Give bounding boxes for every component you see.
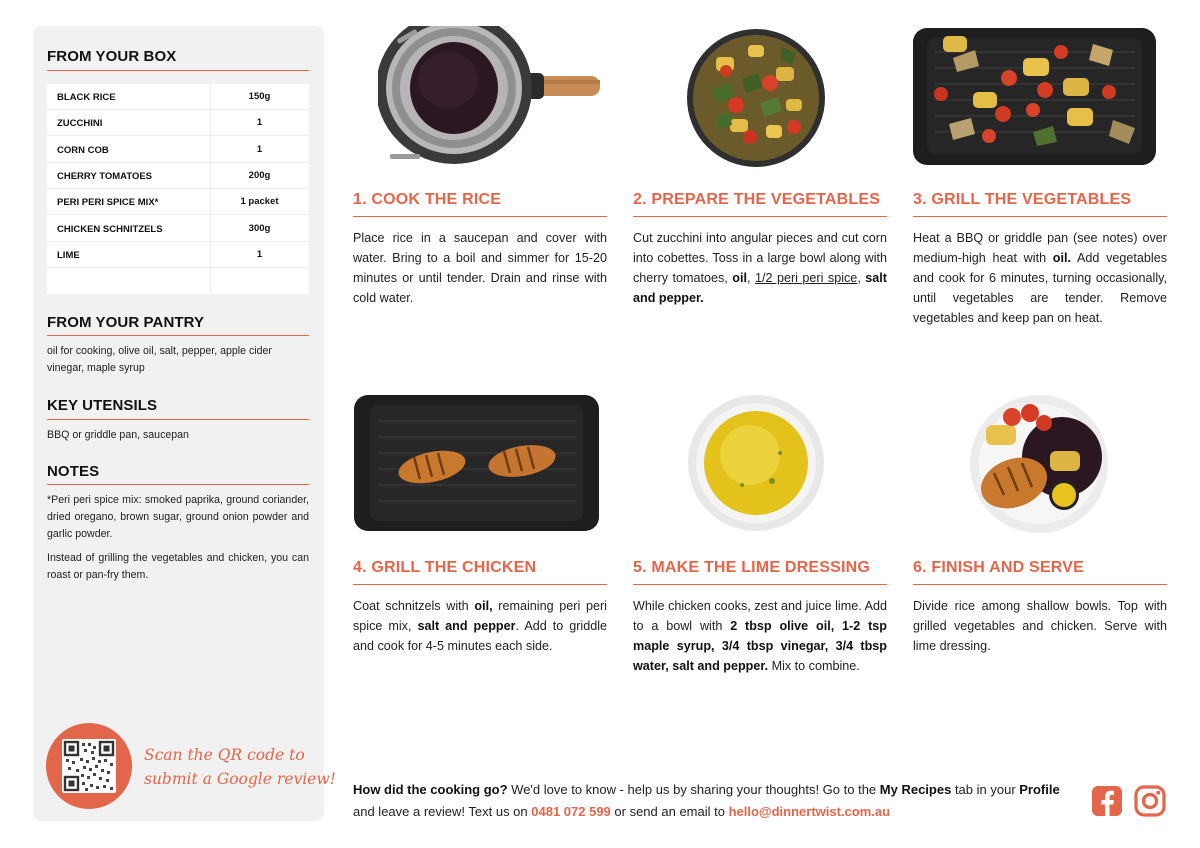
text-run: Profile	[1019, 782, 1060, 797]
text-run: and leave a review! Text us on	[353, 803, 532, 819]
heading-rule	[47, 419, 309, 420]
step-text-prepare-the-vegetables	[633, 228, 887, 308]
ingredient-row	[47, 84, 309, 110]
key-utensils-heading: KEY UTENSILS	[47, 397, 158, 414]
step-title-finish-and-serve: 6. FINISH AND SERVE	[913, 559, 1084, 576]
pantry-text: oil for cooking, olive oil, salt, pepper, apple cider vinegar, maple syrup	[47, 345, 272, 374]
notes-text-1: *Peri peri spice mix: smoked paprika, ground coriander, dried oregano, brown sugar, ground onion powder and garlic powder.	[47, 494, 309, 540]
text-run: or send an email to	[610, 803, 729, 819]
text-run: oil	[732, 271, 747, 285]
ingredient-qty: 1	[256, 248, 263, 260]
lime-dressing-image	[684, 393, 828, 533]
review-footer	[353, 779, 1078, 822]
text-run: ,	[746, 271, 755, 285]
heading-rule	[47, 70, 309, 71]
step-text-cook-the-rice	[353, 228, 607, 308]
text-run: salt and pepper	[417, 619, 516, 633]
sidebar	[33, 26, 336, 821]
text-run: oil,	[474, 599, 493, 613]
text-run: While chicken cooks, zest and juice lime. Add to a bowl with	[633, 599, 887, 633]
text-run: Coat schnitzels with	[353, 599, 475, 613]
ingredient-qty: 200g	[248, 169, 271, 181]
qr-caption-line: Scan the QR code to	[144, 746, 305, 764]
text-run: How did the cooking go?	[353, 782, 508, 797]
from-your-box-heading: FROM YOUR BOX	[47, 48, 177, 65]
heading-rule	[47, 484, 309, 485]
text-run: . Add to griddle and cook for 4-5 minutes each side.	[353, 619, 608, 653]
ingredient-name: CHICKEN SCHNITZELS	[57, 223, 163, 235]
text-run: Add vegetables and cook for 6 minutes, turning occasionally, until vegetables are tender. Remove vegetables and keep pan on heat.	[913, 251, 1167, 325]
text-run: oil.	[1052, 251, 1071, 265]
ingredient-name: BLACK RICE	[57, 92, 116, 103]
step-title-grill-the-chicken: 4. GRILL THE CHICKEN	[353, 559, 537, 576]
step-rule	[633, 216, 887, 217]
ingredient-name: PERI PERI SPICE MIX*	[57, 197, 159, 209]
qr-caption-line: submit a Google review!	[144, 770, 336, 788]
step-text-grill-the-vegetables	[913, 228, 1167, 328]
contact-link[interactable]: hello@dinnertwist.com.au	[728, 803, 891, 819]
step-rule	[353, 584, 607, 585]
ingredient-name: CHERRY TOMATOES	[57, 170, 153, 182]
ingredients-table	[47, 84, 309, 294]
qr-badge	[46, 723, 132, 809]
from-your-pantry-heading: FROM YOUR PANTRY	[47, 314, 205, 331]
text-run: remaining peri peri spice mix,	[353, 599, 607, 633]
ingredient-name: LIME	[57, 249, 80, 261]
notes-heading: NOTES	[47, 463, 100, 480]
ingredient-name: ZUCCHINI	[57, 118, 103, 130]
ingredient-name: CORN COB	[57, 144, 109, 156]
step-rule	[353, 216, 607, 217]
text-run: 2 tbsp olive oil, 1-2 tsp maple syrup, 3/4 tbsp vinegar, 3/4 tbsp water, salt and pepper.	[633, 619, 887, 673]
text-run: My Recipes	[879, 782, 952, 797]
step-text-grill-the-chicken	[353, 596, 607, 656]
ingredient-row	[47, 216, 309, 242]
text-run: Place rice in a saucepan and cover with water. Bring to a boil and simmer for 15-20 minutes or until tender. Drain and rinse with cold water.	[353, 231, 607, 305]
ingredient-row	[47, 163, 309, 189]
finished-plate-image	[968, 395, 1111, 534]
step-title-prepare-the-vegetables: 2. PREPARE THE VEGETABLES	[633, 191, 881, 208]
rice-sieve-image	[378, 26, 602, 171]
notes-text-2: Instead of grilling the vegetables and chicken, you can roast or pan-fry them.	[47, 552, 309, 581]
grilled-chicken-image	[354, 395, 599, 531]
ingredient-row	[47, 110, 309, 136]
instagram-icon[interactable]	[1134, 785, 1166, 817]
ingredient-qty: 150g	[248, 91, 271, 102]
step-title-cook-the-rice: 1. COOK THE RICE	[353, 191, 502, 208]
heading-rule	[47, 335, 309, 336]
step-title-grill-the-vegetables: 3. GRILL THE VEGETABLES	[913, 191, 1132, 208]
ingredient-row	[47, 242, 309, 268]
step-rule	[913, 584, 1167, 585]
contact-link[interactable]: 0481 072 599	[531, 803, 611, 819]
facebook-icon[interactable]	[1091, 785, 1123, 817]
step-title-make-the-lime-dressing: 5. MAKE THE LIME DRESSING	[633, 559, 871, 576]
ingredient-qty: 1	[256, 117, 263, 129]
grilled-vegetables-image	[913, 28, 1156, 165]
text-run: Cut zucchini into angular pieces and cut corn into cobettes. Toss in a large bowl along with cherry tomatoes,	[633, 231, 887, 285]
ingredient-qty: 1 packet	[240, 196, 279, 208]
text-run: tab in your	[951, 782, 1020, 797]
vegetables-bowl-image	[686, 27, 826, 170]
text-run: We'd love to know - help us by sharing your thoughts! Go to the	[507, 782, 880, 797]
ingredient-row	[47, 189, 309, 215]
step-text-make-the-lime-dressing	[633, 596, 887, 676]
text-run: ,	[857, 271, 866, 285]
ingredient-qty: 1	[256, 143, 263, 155]
step-rule	[913, 216, 1167, 217]
utensils-text: BBQ or griddle pan, saucepan	[47, 429, 189, 441]
qr-caption	[144, 743, 336, 791]
text-run: salt and pepper.	[633, 271, 887, 305]
ingredient-row	[47, 137, 309, 163]
text-run: Heat a BBQ or griddle pan (see notes) over medium-high heat with	[913, 231, 1167, 265]
step-rule	[633, 584, 887, 585]
ingredient-qty: 300g	[248, 222, 271, 234]
text-run: 1/2 peri peri spice	[754, 271, 858, 285]
text-run: Divide rice among shallow bowls. Top with grilled vegetables and chicken. Serve with lime dressing.	[913, 599, 1167, 653]
text-run: Mix to combine.	[768, 659, 860, 673]
qr-code-icon[interactable]	[62, 739, 116, 793]
step-text-finish-and-serve	[913, 596, 1167, 656]
